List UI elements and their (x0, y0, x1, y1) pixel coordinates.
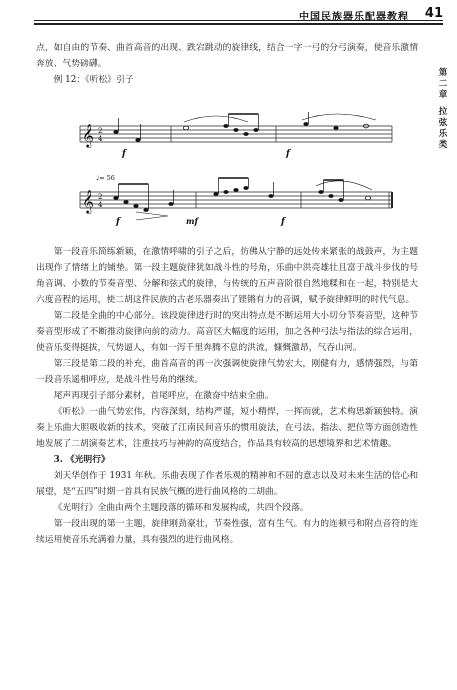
time-signature-bottom: 4 (98, 201, 103, 209)
staff-system-2 (80, 192, 392, 208)
header-rule (34, 20, 443, 21)
paragraph: 第三段是第二段的补充，曲首高音的再一次强调使旋律气势宏大，刚健有力，感情强烈，与第一段音乐遥相呼应，是战斗性号角的继续。 (36, 359, 418, 385)
book-title: 中国民族器乐配器教程 (299, 12, 409, 23)
dynamic-mark: f (116, 217, 120, 227)
time-signature-bottom: 4 (98, 135, 103, 143)
tempo-marking: ♩= 56 (96, 174, 115, 182)
paragraph: 刘天华创作于 1931 年秋。乐曲表现了作者乐观的精神和不屈的意志以及对未来生活的信心和展望，是“五四”时期一首具有民族气概的进行曲风格的二胡曲。 (36, 471, 418, 497)
page-number: 41 (424, 6, 443, 21)
treble-clef-icon: 𝄞 (82, 189, 94, 213)
side-tab-chapter: 第二章 (438, 68, 448, 100)
opening-paragraph: 点，如自由的节奏、曲首高音的出现、跌宕跳动的旋律线，结合一字一弓的分弓演奏，使音乐激情奔放、气势磅礴。 (36, 43, 418, 69)
dynamic-mark: f (286, 149, 290, 159)
music-score (76, 112, 396, 242)
paragraph: 第一段音乐简练新颖，在激情呼啸的引子之后，仿佛从宁静的远处传来紧张的战鼓声，为主题出现作了情绪上的铺垫。第一段主题旋律犹如战斗性的号角，乐曲中洪亮雄壮且富于战斗步伐的号角音调、小数的节奏音型、分解和弦式的旋律，与传统的五声音阶很自然地糅和在一起，特别是大六度音程的运用，使二胡这件民族的古老乐器奏出了铿锵有力的音调，赋予旋律鲜明的时代气息。 (36, 247, 418, 305)
paragraph: 第一段出现的第一主题，旋律刚劲豪壮，节奏性强，富有生气。有力的连顿弓和附点音符的连续运用使音乐充满着力量，具有强烈的进行曲风格。 (36, 519, 418, 545)
score-svg (76, 112, 396, 242)
paragraph: 《光明行》全曲由两个主题段落的循环和发展构成，共四个段落。 (53, 503, 309, 513)
notes-system-1 (113, 112, 376, 142)
dynamic-mark: f (122, 149, 126, 159)
header-rule-thick (34, 23, 443, 25)
dynamic-mark: mf (186, 216, 198, 226)
paragraph: 第二段是全曲的中心部分。该段旋律进行时的突出特点是不断运用大小切分节奏音型，这种节奏音型形成了不断推动旋律向前的动力。高音区大幅度的运用，加之各种弓法与指法的综合运用，使音乐变得挺拔，气势逼人，有如一泻千里奔腾不息的洪流，慷慨激昂，气吞山河。 (36, 311, 418, 353)
time-signature-top: 2 (98, 193, 103, 201)
example-label: 例 12：《听松》引子 (53, 75, 134, 85)
section-heading: 3. 《光明行》 (53, 455, 110, 465)
side-tab-section: 拉弦乐类 (438, 107, 448, 150)
paragraph: 尾声再现引子部分素材，首尾呼应，在激奋中结束全曲。 (53, 391, 274, 401)
chapter-side-tab (435, 68, 451, 151)
crescendo-hairpin (136, 212, 168, 220)
running-header (0, 6, 457, 24)
notes-system-2 (113, 178, 372, 212)
paragraph: 《听松》一曲气势宏伟，内容深刻，结构严谨，短小精悍，一挥而就，艺术构思新颖独特。演奏上乐曲大胆吸收新的技术，突破了江南民间音乐的惯用旋法，在弓法、指法、把位等方面创造性地发展了二胡演奏艺术，注重技巧与神韵的高度结合，作品具有较高的思想境界和艺术情趣。 (36, 407, 418, 449)
treble-clef-icon: 𝄞 (82, 123, 94, 147)
main-text (36, 244, 418, 548)
dynamic-mark: f (281, 217, 285, 227)
time-signature-top: 2 (98, 127, 103, 135)
opening-text (36, 40, 418, 88)
